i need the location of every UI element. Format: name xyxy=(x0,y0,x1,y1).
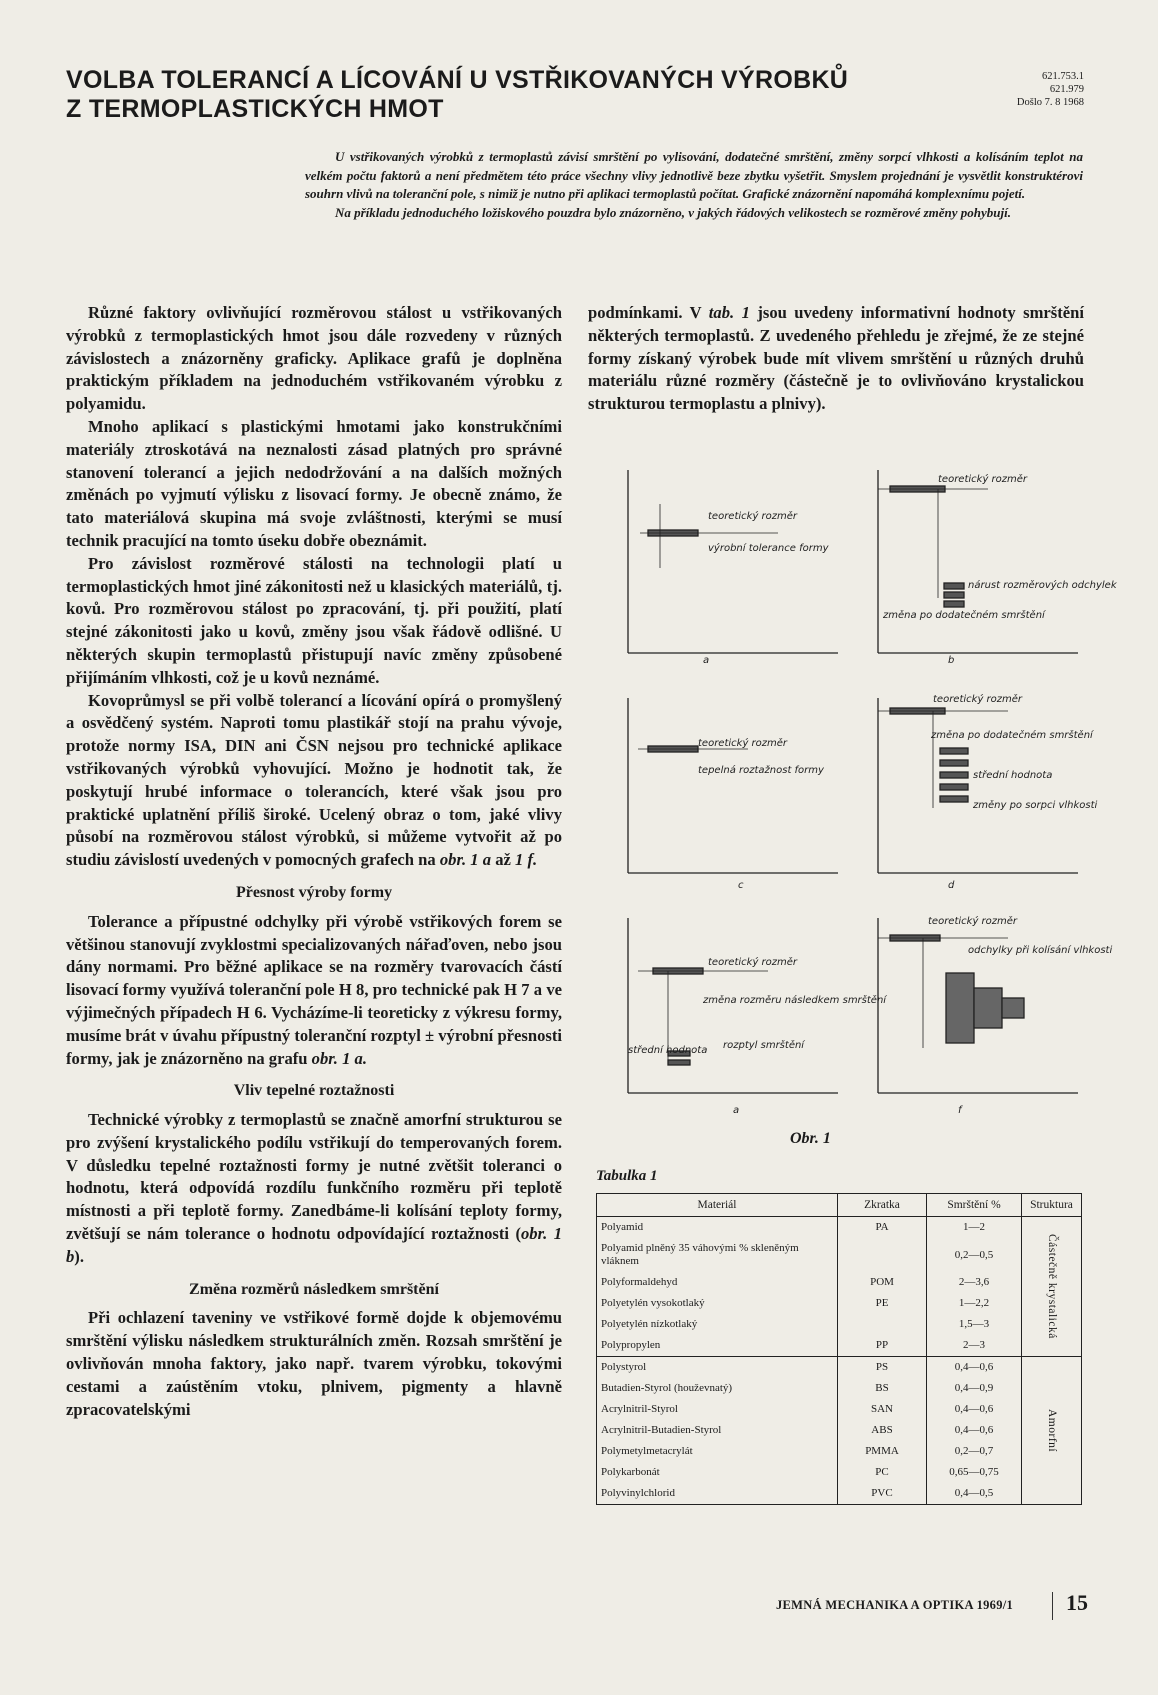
label-b-theo: teoretický rozměr xyxy=(938,474,1028,485)
left-column xyxy=(66,302,562,1421)
section-heading: Vliv tepelné roztažnosti xyxy=(233,1082,395,1100)
figure-caption: Obr. 1 xyxy=(790,1130,831,1147)
panel-letter: a xyxy=(733,1105,740,1116)
table-row: Polyformaldehyd POM 2—3,6 xyxy=(597,1272,1082,1293)
label-f-theo: teoretický rozměr xyxy=(928,916,1018,927)
label-d-theo: teoretický rozměr xyxy=(933,694,1023,705)
label-c-theo: teoretický rozměr xyxy=(698,738,788,749)
received-date: Došlo 7. 8 1968 xyxy=(1016,97,1084,108)
structure-label: Částečně krystalická xyxy=(1046,1234,1058,1339)
column-header: Zkratka xyxy=(838,1194,927,1217)
abstract-paragraph: U vstřikovaných výrobků z termoplastů závisí smrštění po vylisování, dodatečné smrštění, změny sorpcí vlhkosti a kolísáním teplot na velkém počtu faktorů a není předmětem této práce všechny vlivy jednotlivě beze zbytku vyšetřit. Smyslem projednání je vysvětlit konstruktérovi souhrn vlivů na toleranční pole, s nimiž je nutno při aplikaci termoplastů počítat. Grafické znázornění napomáhá komplexnímu pojetí. xyxy=(305,149,1083,201)
journal-footer: JEMNÁ MECHANIKA A OPTIKA 1969/1 xyxy=(776,1598,1014,1612)
label-a-tol: výrobní tolerance formy xyxy=(708,543,829,554)
panel-a xyxy=(628,470,838,666)
table-row: Butadien-Styrol (houževnatý) BS 0,4—0,9 xyxy=(597,1378,1082,1399)
figure-ref: 1 f. xyxy=(515,850,538,870)
label-d-sorp: změny po sorpci vlhkosti xyxy=(973,800,1098,811)
label-e-theo: teoretický rozměr xyxy=(708,957,798,968)
table-row: Polyamid PA 1—2 Částečně krystalická xyxy=(597,1217,1082,1239)
panel-b xyxy=(878,470,1118,666)
right-column xyxy=(588,302,1084,416)
column-header: Materiál xyxy=(597,1194,838,1217)
label-b-change: změna po dodatečném smrštění xyxy=(883,610,1045,621)
table-row: Polymetylmetacrylát PMMA 0,2—0,7 xyxy=(597,1441,1082,1462)
panel-c xyxy=(628,698,838,891)
table-row: Polyetylén nízkotlaký 1,5—3 xyxy=(597,1314,1082,1335)
title-line-2: Z TERMOPLASTICKÝCH HMOT xyxy=(66,95,444,123)
label-d-mid: střední hodnota xyxy=(973,770,1053,781)
label-b-growth: nárust rozměrových odchylek xyxy=(968,580,1117,591)
table-row: Acrylnitril-Butadien-Styrol ABS 0,4—0,6 xyxy=(597,1420,1082,1441)
section-heading: Změna rozměrů následkem smrštění xyxy=(189,1280,439,1298)
table-ref: tab. 1 xyxy=(708,303,750,322)
structure-label: Amorfní xyxy=(1046,1408,1058,1453)
page-number: 15 xyxy=(1066,1590,1088,1615)
table-row: Polyetylén vysokotlaký PE 1—2,2 xyxy=(597,1293,1082,1314)
label-d-post: změna po dodatečném smrštění xyxy=(931,730,1093,741)
article-title xyxy=(66,66,926,124)
body-paragraph: Tolerance a přípustné odchylky při výrobě vstřikových forem se většinou stanovují zvyklostmi specializovaných nářaďoven, nebo jsou dány normami. Pro běžné aplikace se na rozměry tvarovacích částí lisovací formy využívá toleranční pole H 8, pro technické pak H 7 a ve výjimečných případech H 6. Vycházíme-li teoreticky z výkresu formy, musíme brát v úvahu přípustný toleranční rozptyl ± výrobní přesnosti formy, jak je znázorněno na grafu obr. 1 a. xyxy=(66,911,562,1068)
table-row: Acrylnitril-Styrol SAN 0,4—0,6 xyxy=(597,1399,1082,1420)
body-paragraph: Mnoho aplikací s plastickými hmotami jako konstrukčními materiály ztroskotává na neznalosti zásad platných pro správné stanovení tolerancí a jejich nedodržování a na dalších možných změnách po vyjmutí výlisku z lisovací formy. Je obecně známo, že tato materiálová skupina má svoje zvláštnosti, kterými se musí technik pracující na tomto úseku dobře obeznámit. xyxy=(66,416,562,550)
abstract-paragraph: Na příkladu jednoduchého ložiskového pouzdra bylo znázorněno, v jakých řádových velikostech se rozměrové změny pohybují. xyxy=(335,204,1011,220)
label-e-change: změna rozměru následkem smrštění xyxy=(703,995,887,1006)
panel-letter: c xyxy=(738,880,744,891)
column-header: Struktura xyxy=(1022,1194,1082,1217)
abstract xyxy=(305,148,1083,222)
shrinkage-table xyxy=(596,1193,1082,1505)
panel-letter: a xyxy=(703,655,710,666)
panel-letter: f xyxy=(958,1105,962,1116)
label-f-dev: odchylky při kolísání vlhkosti xyxy=(968,945,1113,956)
udc-code-1: 621.753.1 xyxy=(1042,71,1084,82)
footer-divider xyxy=(1052,1592,1053,1620)
article-meta xyxy=(1017,70,1084,109)
body-paragraph: Při ochlazení taveniny ve vstřikové formě dojde k objemovému smrštění výlisku následkem strukturálních změn. Rozsah smrštění je ovlivňován mnoha faktory, jako např. tvarem výrobku, tokovými cestami a zaústěním vtoku, plnivem, pigmenty a hlavně zpracovatelskými xyxy=(66,1308,562,1419)
table-row: Polypropylen PP 2—3 xyxy=(597,1335,1082,1357)
figure-1-diagram xyxy=(628,468,1117,1148)
table-header-row xyxy=(597,1194,1082,1217)
figure-ref: obr. 1 a xyxy=(439,850,492,870)
title-line-1: VOLBA TOLERANCÍ A LÍCOVÁNÍ U VSTŘIKOVANÝCH VÝROBKŮ xyxy=(66,66,849,94)
panel-letter: b xyxy=(948,655,955,666)
udc-code-2: 621.979 xyxy=(1049,84,1084,95)
label-c-therm: tepelná roztažnost formy xyxy=(698,765,824,776)
figure-ref: obr. 1 a. xyxy=(311,1048,367,1068)
panel-f xyxy=(878,915,1112,1116)
panel-letter: d xyxy=(948,880,955,891)
label-e-mid: střední hodnota xyxy=(628,1045,708,1056)
table-row: Polyamid plněný 35 váhovými % skleněným vláknem 0,2—0,5 xyxy=(597,1238,1082,1272)
table-row: Polystyrol PS 0,4—0,6 Amorfní xyxy=(597,1357,1082,1379)
body-paragraph: Různé faktory ovlivňující rozměrovou stálost u vstřikovaných výrobků z termoplastických hmot jsou dále rozvedeny v různých závislostech a znázorněny graficky. Aplikace grafů je doplněna praktickým příkladem na jednoduchém vstřikovaném výrobku z polyamidu. xyxy=(66,303,562,414)
body-paragraph: podmínkami. V tab. 1 jsou uvedeny informativní hodnoty smrštění některých termoplastů. Z uvedeného přehledu je zřejmé, že ze stejné formy získaný výrobek bude mít vlivem smrštění u různých druhů materiálu různé rozměry (částečně je to ovlivňováno krystalickou strukturou termoplastu a plnivy). xyxy=(588,303,1084,414)
table-row: Polyvinylchlorid PVC 0,4—0,5 xyxy=(597,1483,1082,1505)
body-paragraph: Technické výrobky z termoplastů se značně amorfní strukturou se pro zvýšení krystalického podílu vstřikují do temperovaných forem. V důsledku tepelné roztažnosti formy je nutné zvětšit toleranci o hodnotu, která odpovídá rozdílu funkčního rozměru při teplotě místnosti a při teplotě formy. Zanedbáme-li kolísání teploty formy, zvětšují se nám tolerance o hodnotu odpovídající roztažnosti (obr. 1 b). xyxy=(66,1110,563,1266)
body-paragraph: Kovoprůmysl se při volbě tolerancí a lícování opírá o promyšlený a osvědčený systém. Naproti tomu plastikář stojí na prahu vývoje, protože normy ISA, DIN ani ČSN nejsou pro technické aplikace vstřikovaných výrobků vyhovující. Možno je hodnotit tak, že poskytují hrubé informace o tolerancích, které však jsou pro praktické uplatnění příliš široké. Ucelený obraz o tom, jaké vlivy působí na rozměrovou stálost výrobků, si můžeme vytvořit až po studiu závislostí uvedených v pomocných grafech na obr. 1 a až 1 f. xyxy=(66,690,562,870)
table-row: Polykarbonát PC 0,65—0,75 xyxy=(597,1462,1082,1483)
label-e-spread: rozptyl smrštění xyxy=(723,1040,805,1051)
panel-d xyxy=(878,693,1098,891)
table-title: Tabulka 1 xyxy=(596,1168,658,1184)
column-header: Smrštění % xyxy=(927,1194,1022,1217)
label-a-theo: teoretický rozměr xyxy=(708,511,798,522)
body-paragraph: Pro závislost rozměrové stálosti na technologii platí u termoplastických hmot jiné zákonitosti než u klasických materiálů, tj. kovů. Pro rozměrovou stálost po zpracování, tj. při použití, platí stejné zákonitosti jako u kovů, změny jsou však řádově odlišné. U některých skupin termoplastů přistupují navíc změny způsobené přijímáním vlhkosti, což je u kovů neznámé. xyxy=(66,553,562,687)
figure-ref: obr. 1 b xyxy=(66,1224,563,1266)
section-heading: Přesnost výroby formy xyxy=(235,883,393,901)
panel-e xyxy=(628,918,887,1116)
